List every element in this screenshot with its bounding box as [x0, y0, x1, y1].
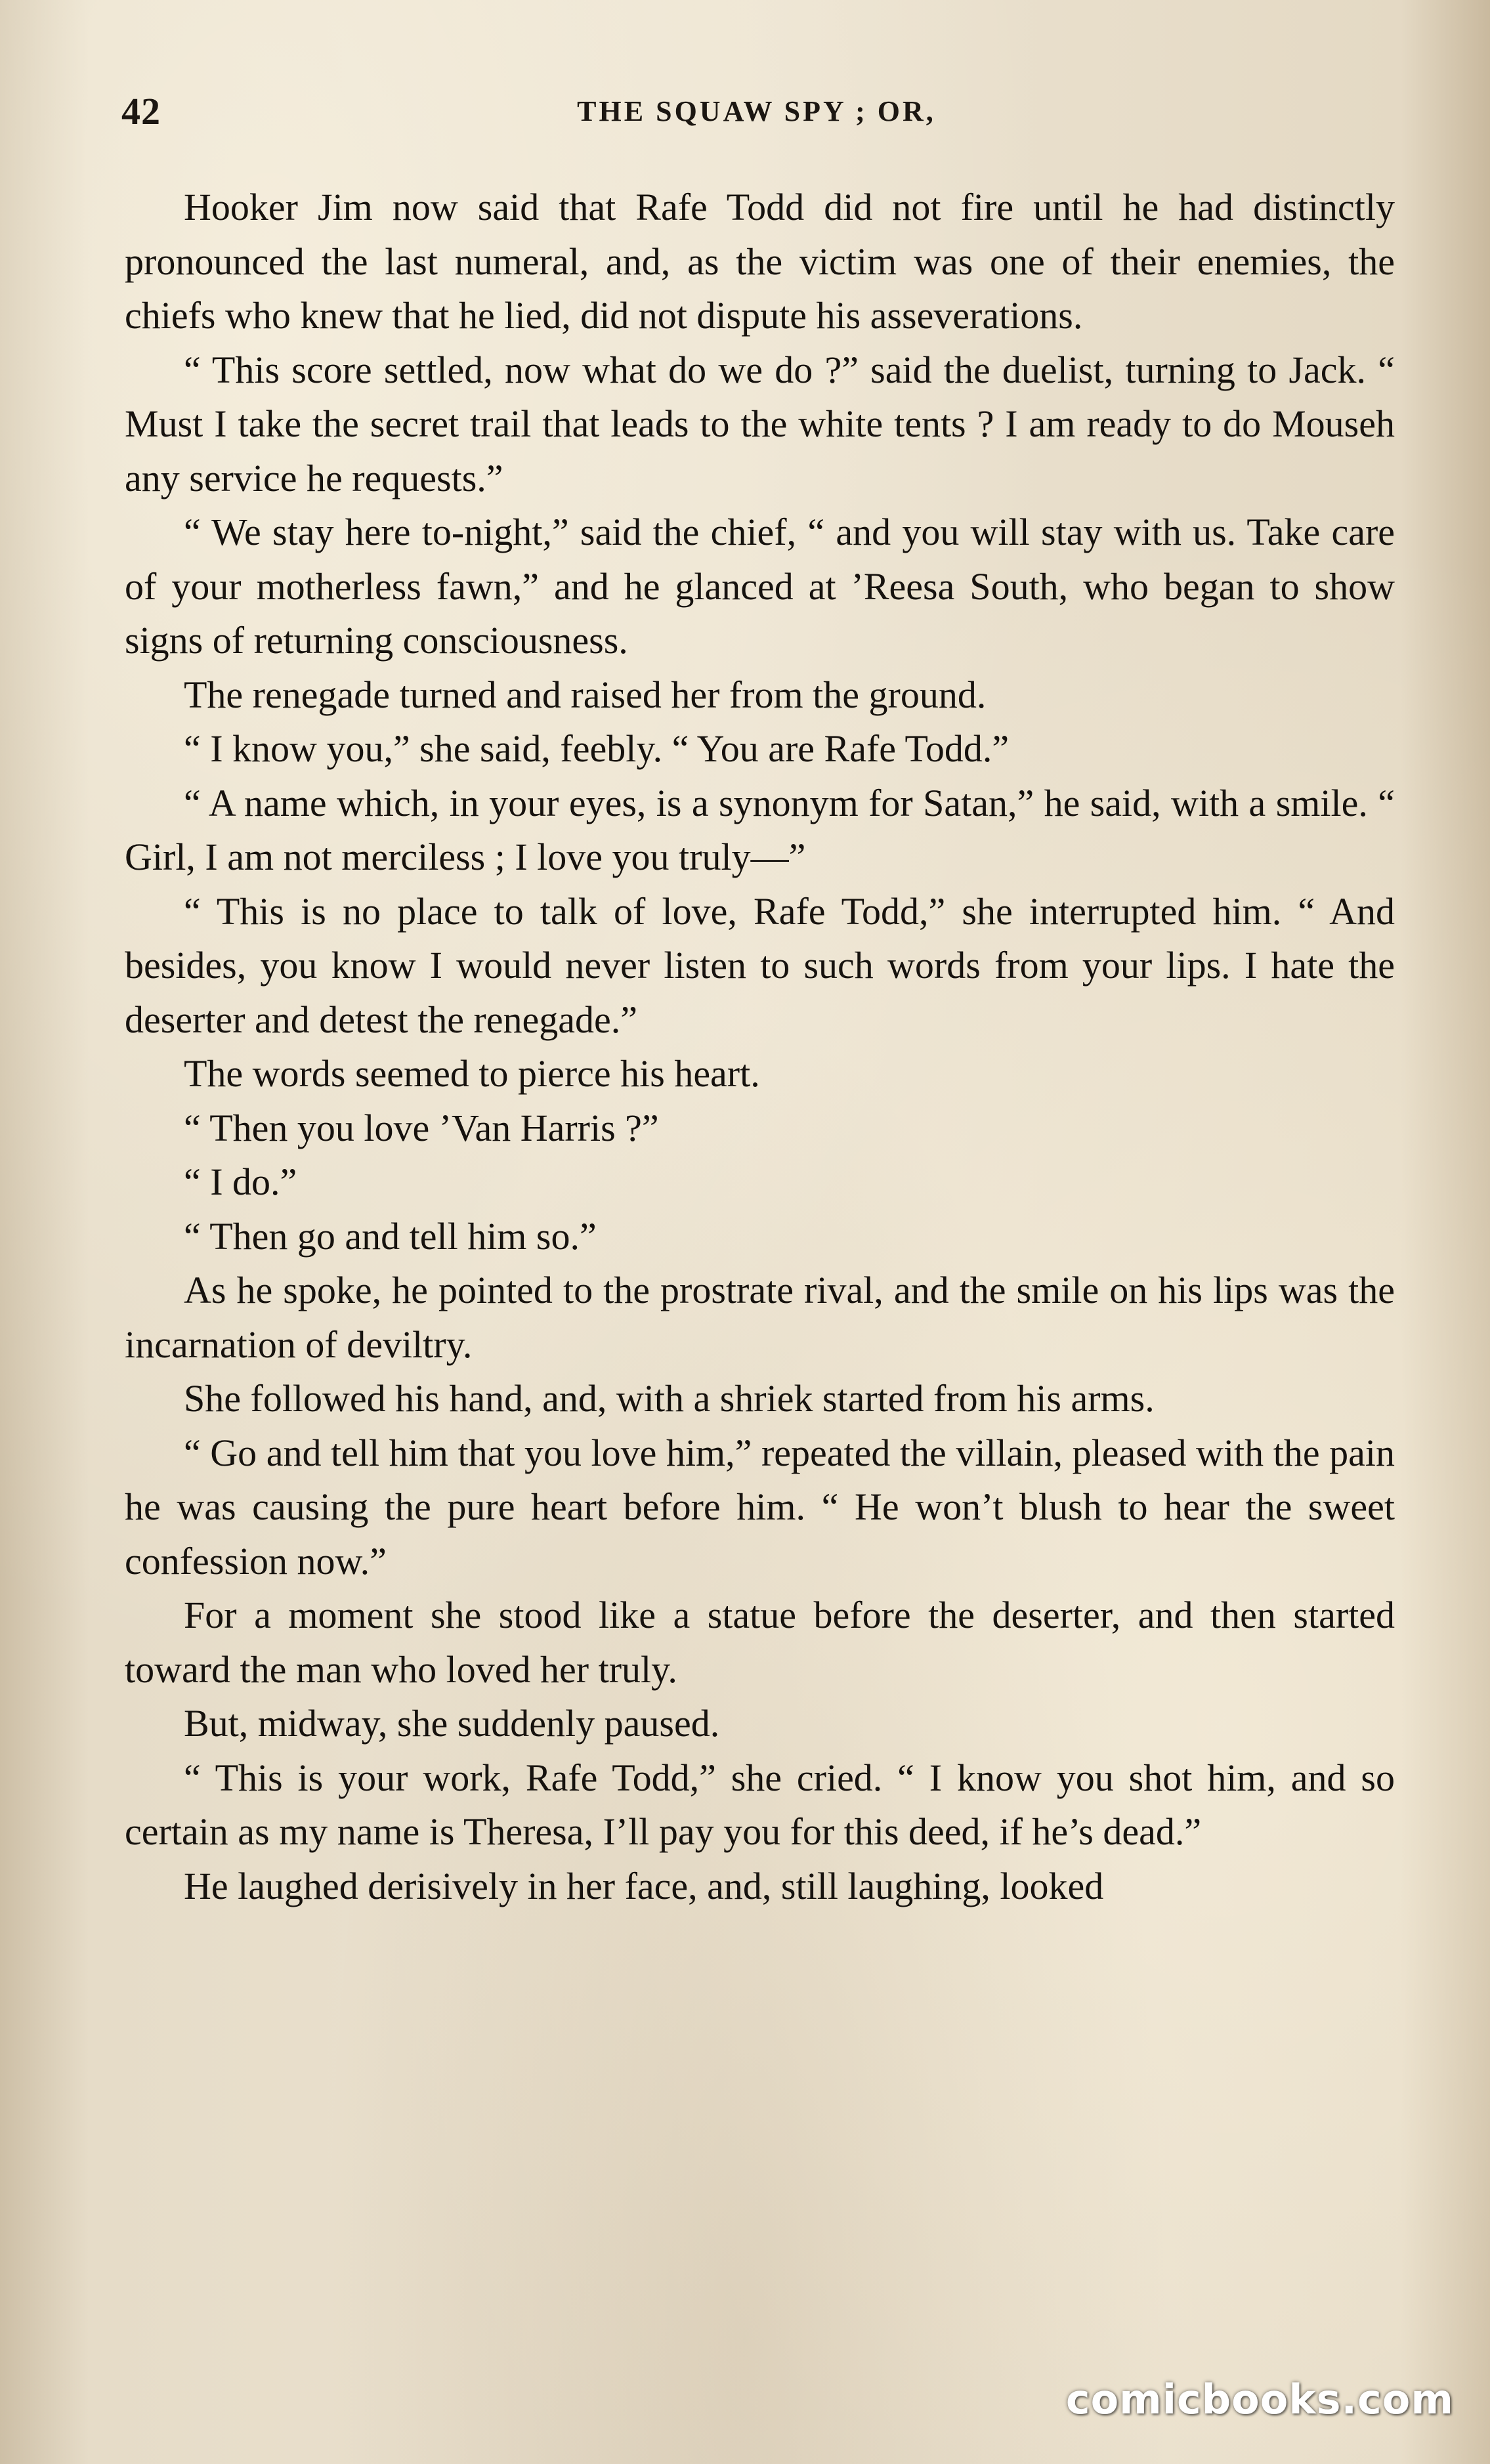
- paragraph: She followed his hand, and, with a shriek started from his arms.: [184, 1377, 1155, 1420]
- paragraph: “ This score settled, now what do we do ?” said the duelist, turning to Jack. “ Must I take the secret trail that leads to the white tents ? I am ready to do Mouseh any service he requests.”: [125, 348, 1395, 499]
- paragraph: “ I know you,” she said, feebly. “ You are Rafe Todd.”: [184, 727, 1010, 770]
- paragraph: “ A name which, in your eyes, is a synonym for Satan,” he said, with a smile. “ Girl, I am not merciless ; I love you truly—”: [125, 781, 1395, 878]
- paragraph: The renegade turned and raised her from the ground.: [184, 673, 987, 716]
- paragraph: “ We stay here to-night,” said the chief, “ and you will stay with us. Take care of your motherless fawn,” and he glanced at ’Reesa South, who began to show signs of returning consciousness.: [125, 511, 1395, 662]
- paragraph: Hooker Jim now said that Rafe Todd did not fire until he had distinctly pronounced the last numeral, and, as the victim was one of their enemies, the chiefs who knew that he lied, did not dispute his asseverations.: [125, 186, 1395, 337]
- paragraph: The words seemed to pierce his heart.: [184, 1052, 760, 1095]
- paragraph: “ Then you love ’Van Harris ?”: [184, 1106, 659, 1149]
- paragraph: “ Then go and tell him so.”: [184, 1214, 597, 1258]
- paragraph: “ This is no place to talk of love, Rafe Todd,” she interrupted him. “ And besides, you know I would never listen to such words from your lips. I hate the deserter and detest the renegade.”: [125, 889, 1395, 1041]
- body-text: [125, 181, 1395, 1913]
- running-head: THE SQUAW SPY ; OR,: [577, 95, 936, 127]
- paragraph: “ Go and tell him that you love him,” repeated the villain, pleased with the pain he was causing the pure heart before him. “ He won’t blush to hear the sweet confession now.”: [125, 1431, 1395, 1582]
- page-number: 42: [121, 90, 161, 133]
- paragraph: “ I do.”: [184, 1160, 297, 1203]
- paragraph: As he spoke, he pointed to the prostrate rival, and the smile on his lips was the incarnation of deviltry.: [125, 1269, 1395, 1366]
- paragraph: For a moment she stood like a statue before the deserter, and then started toward the man who loved her truly.: [125, 1594, 1395, 1691]
- paragraph: “ This is your work, Rafe Todd,” she cried. “ I know you shot him, and so certain as my name is Theresa, I’ll pay you for this deed, if he’s dead.”: [125, 1756, 1395, 1853]
- paragraph: He laughed derisively in her face, and, still laughing, looked: [184, 1864, 1104, 1907]
- watermark: comicbooks.com: [1065, 2375, 1454, 2423]
- paragraph: But, midway, she suddenly paused.: [184, 1702, 720, 1745]
- page-header: [121, 85, 1392, 144]
